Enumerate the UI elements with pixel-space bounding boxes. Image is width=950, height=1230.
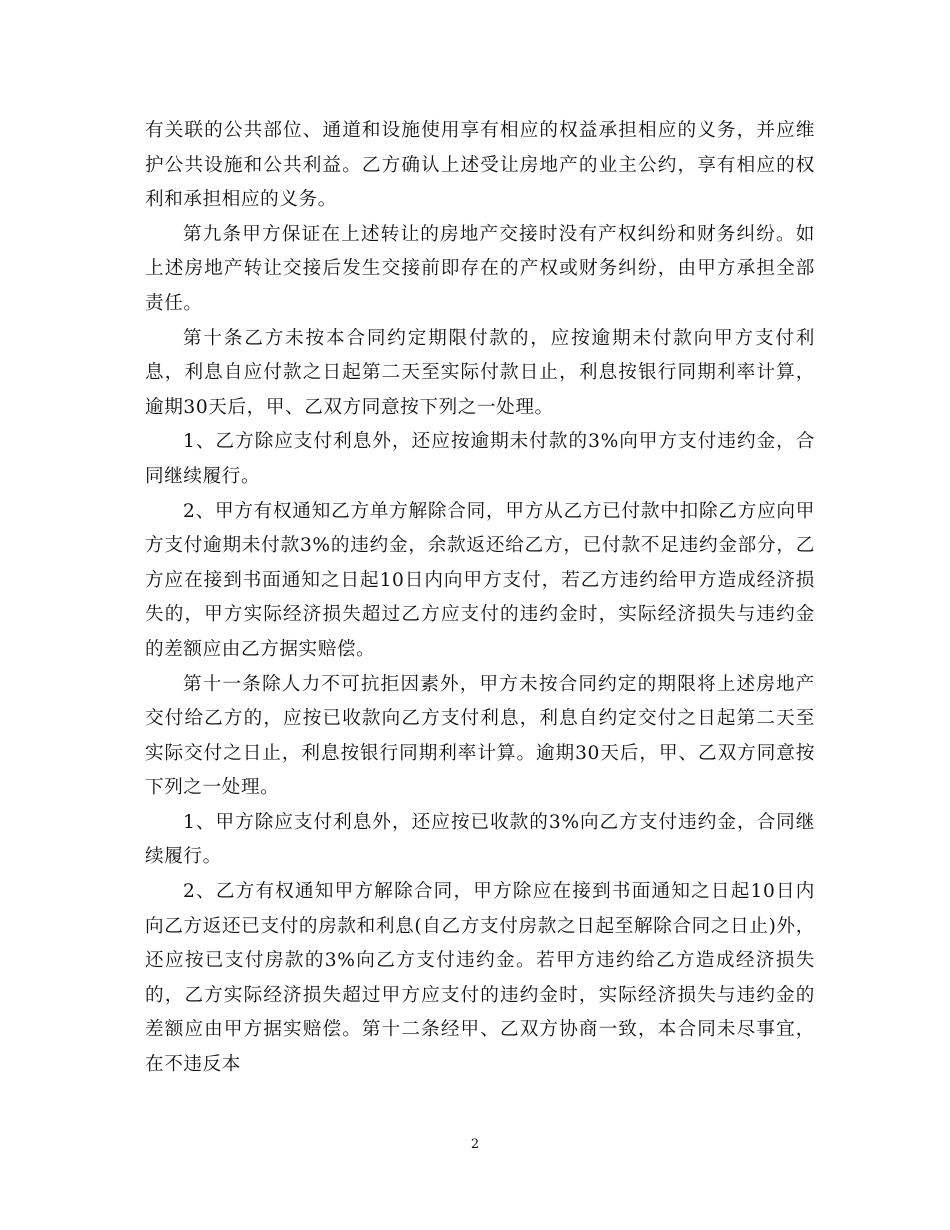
paragraph-article-10: 第十条乙方未按本合同约定期限付款的，应按逾期未付款向甲方支付利息，利息自应付款之日起第二天至实际付款日止，利息按银行同期利率计算，逾期30天后，甲、乙双方同意按下列之一处理。 [145, 327, 815, 418]
page-number: 2 [470, 1137, 480, 1152]
paragraph-article-11: 第十一条除人力不可抗拒因素外，甲方未按合同约定的期限将上述房地产交付给乙方的，应按已收款向乙方支付利息，利息自约定交付之日起第二天至实际交付之日止，利息按银行同期利率计算。逾期30天后，甲、乙双方同意按下列之一处理。 [145, 673, 815, 799]
paragraph-article-11-item-2: 2、乙方有权通知甲方解除合同，甲方除应在接到书面通知之日起10日内向乙方返还已支付的房款和利息(自乙方支付房款之日起至解除合同之日止)外，还应按已支付房款的3%向乙方支付违约金。若甲方违约给乙方造成经济损失的，乙方实际经济损失超过甲方应支付的违约金时，实际经济损失与违约金的差额应由甲方据实赔偿。第十二条经甲、乙双方协商一致，本合同未尽事宜，在不违反本 [145, 881, 815, 1076]
paragraph-article-11-item-1: 1、甲方除应支付利息外，还应按已收款的3%向乙方支付违约金，合同继续履行。 [145, 811, 815, 868]
document-body [145, 114, 815, 1083]
paragraph-article-9: 第九条甲方保证在上述转让的房地产交接时没有产权纠纷和财务纠纷。如上述房地产转让交接后发生交接前即存在的产权或财务纠纷，由甲方承担全部责任。 [145, 223, 815, 314]
paragraph-article-10-item-1: 1、乙方除应支付利息外，还应按逾期未付款的3%向甲方支付违约金，合同继续履行。 [145, 431, 815, 487]
paragraph-article-10-item-2: 2、甲方有权通知乙方单方解除合同，甲方从乙方已付款中扣除乙方应向甲方支付逾期未付款3%的违约金，余款返还给乙方，已付款不足违约金部分，乙方应在接到书面通知之日起10日内向甲方支付，若乙方违约给甲方造成经济损失的，甲方实际经济损失超过乙方应支付的违约金时，实际经济损失与违约金的差额应由乙方据实赔偿。 [145, 500, 815, 660]
paragraph-continuation: 有关联的公共部位、通道和设施使用享有相应的权益承担相应的义务，并应维护公共设施和公共利益。乙方确认上述受让房地产的业主公约，享有相应的权利和承担相应的义务。 [145, 120, 815, 211]
